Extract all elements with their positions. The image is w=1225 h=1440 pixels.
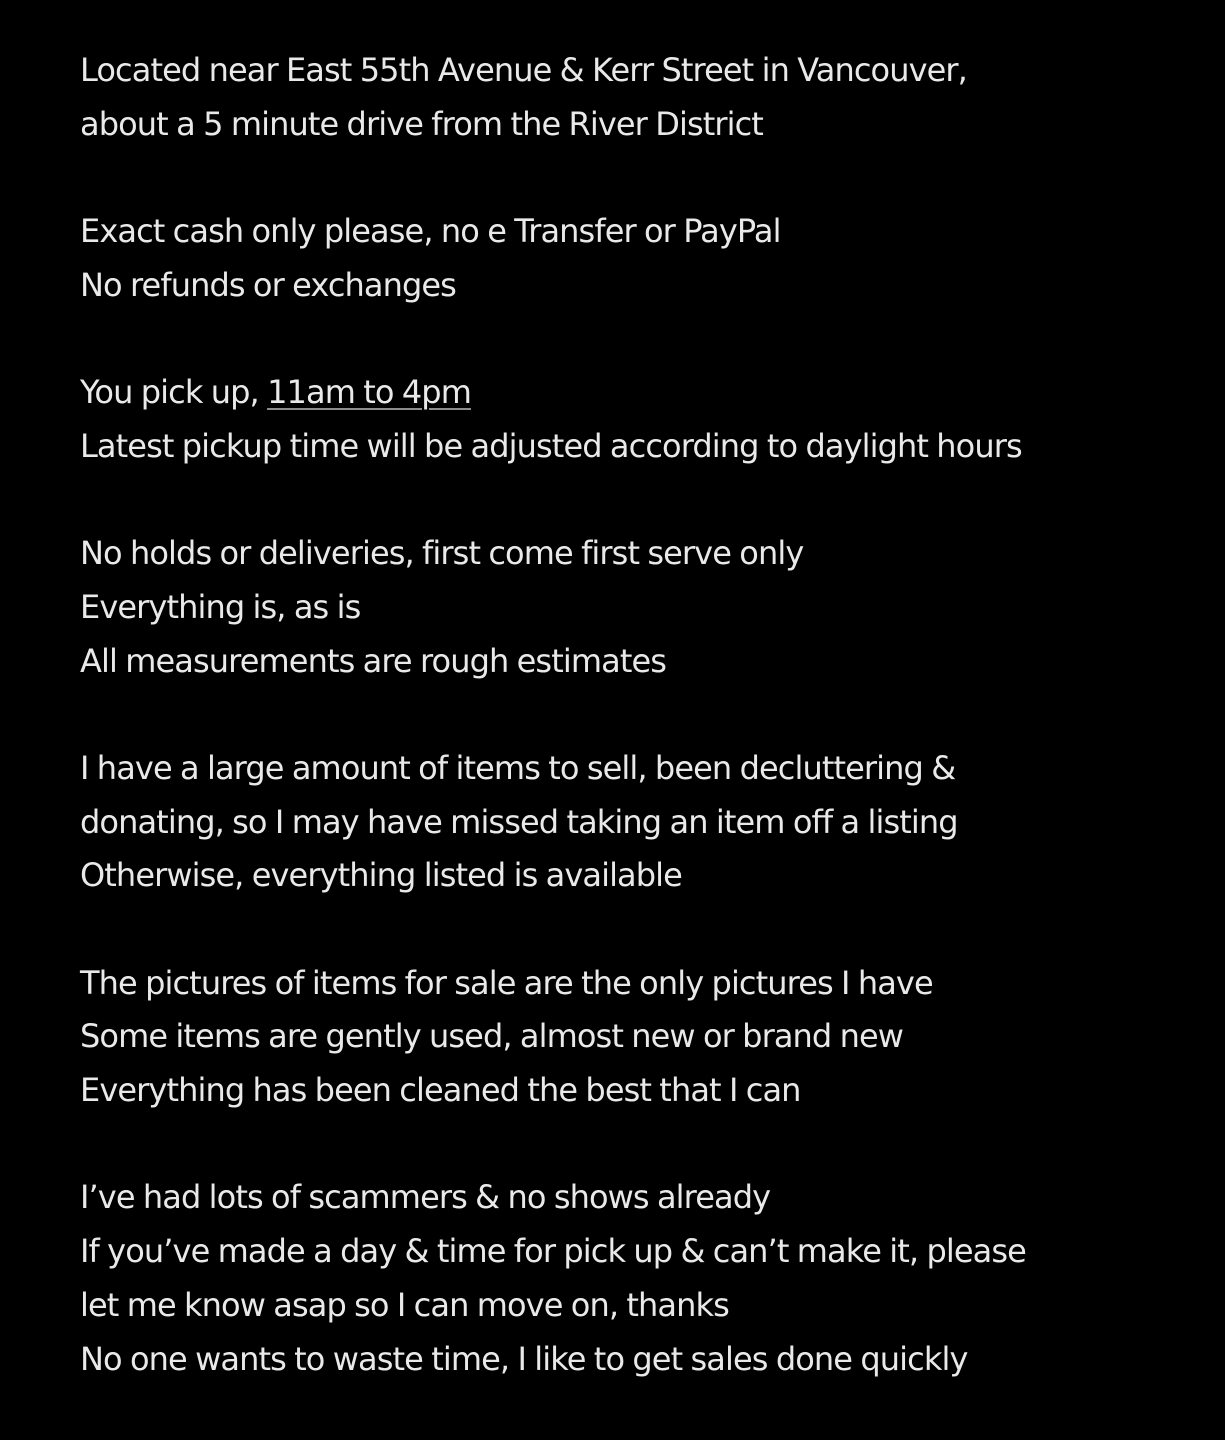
pickup-prefix: You pick up, [80, 373, 268, 412]
payment-line-2: No refunds or exchanges [80, 265, 456, 304]
scammers-paragraph [80, 1171, 1190, 1386]
condition-line-3: Everything has been cleaned the best that I can [80, 1071, 801, 1110]
condition-line-2: Some items are gently used, almost new or brand new [80, 1017, 904, 1056]
scammers-line-2: If you’ve made a day & time for pick up & can’t make it, please [80, 1232, 1026, 1271]
location-line-1: Located near East 55th Avenue & Kerr Street in Vancouver, [80, 51, 967, 89]
pickup-line-1 [80, 366, 1190, 420]
location-line-2: about a 5 minute drive from the River District [80, 104, 763, 143]
location-paragraph [80, 44, 1190, 151]
scammers-line-3: let me know asap so I can move on, thanks [80, 1285, 729, 1324]
condition-line-1: The pictures of items for sale are the only pictures I have [80, 963, 933, 1002]
inventory-line-3: Otherwise, everything listed is available [80, 856, 682, 895]
pickup-line-2: Latest pickup time will be adjusted according to daylight hours [80, 426, 1022, 465]
policy-line-2: Everything is, as is [80, 587, 361, 626]
payment-line-1: Exact cash only please, no e Transfer or PayPal [80, 212, 781, 251]
scammers-line-1: I’ve had lots of scammers & no shows already [80, 1178, 771, 1217]
inventory-line-1: I have a large amount of items to sell, been decluttering & [80, 748, 956, 787]
condition-paragraph [80, 957, 1190, 1118]
policy-paragraph [80, 527, 1190, 688]
inventory-line-2: donating, so I may have missed taking an item off a listing [80, 802, 958, 841]
pickup-paragraph [80, 366, 1190, 473]
scammers-line-4: No one wants to waste time, I like to get sales done quickly [80, 1339, 968, 1378]
policy-line-1: No holds or deliveries, first come first serve only [80, 534, 804, 573]
note-body [80, 44, 1190, 1440]
policy-line-3: All measurements are rough estimates [80, 641, 667, 680]
inventory-paragraph [80, 742, 1190, 903]
payment-paragraph [80, 205, 1190, 312]
pickup-hours-link[interactable]: 11am to 4pm [267, 373, 471, 412]
